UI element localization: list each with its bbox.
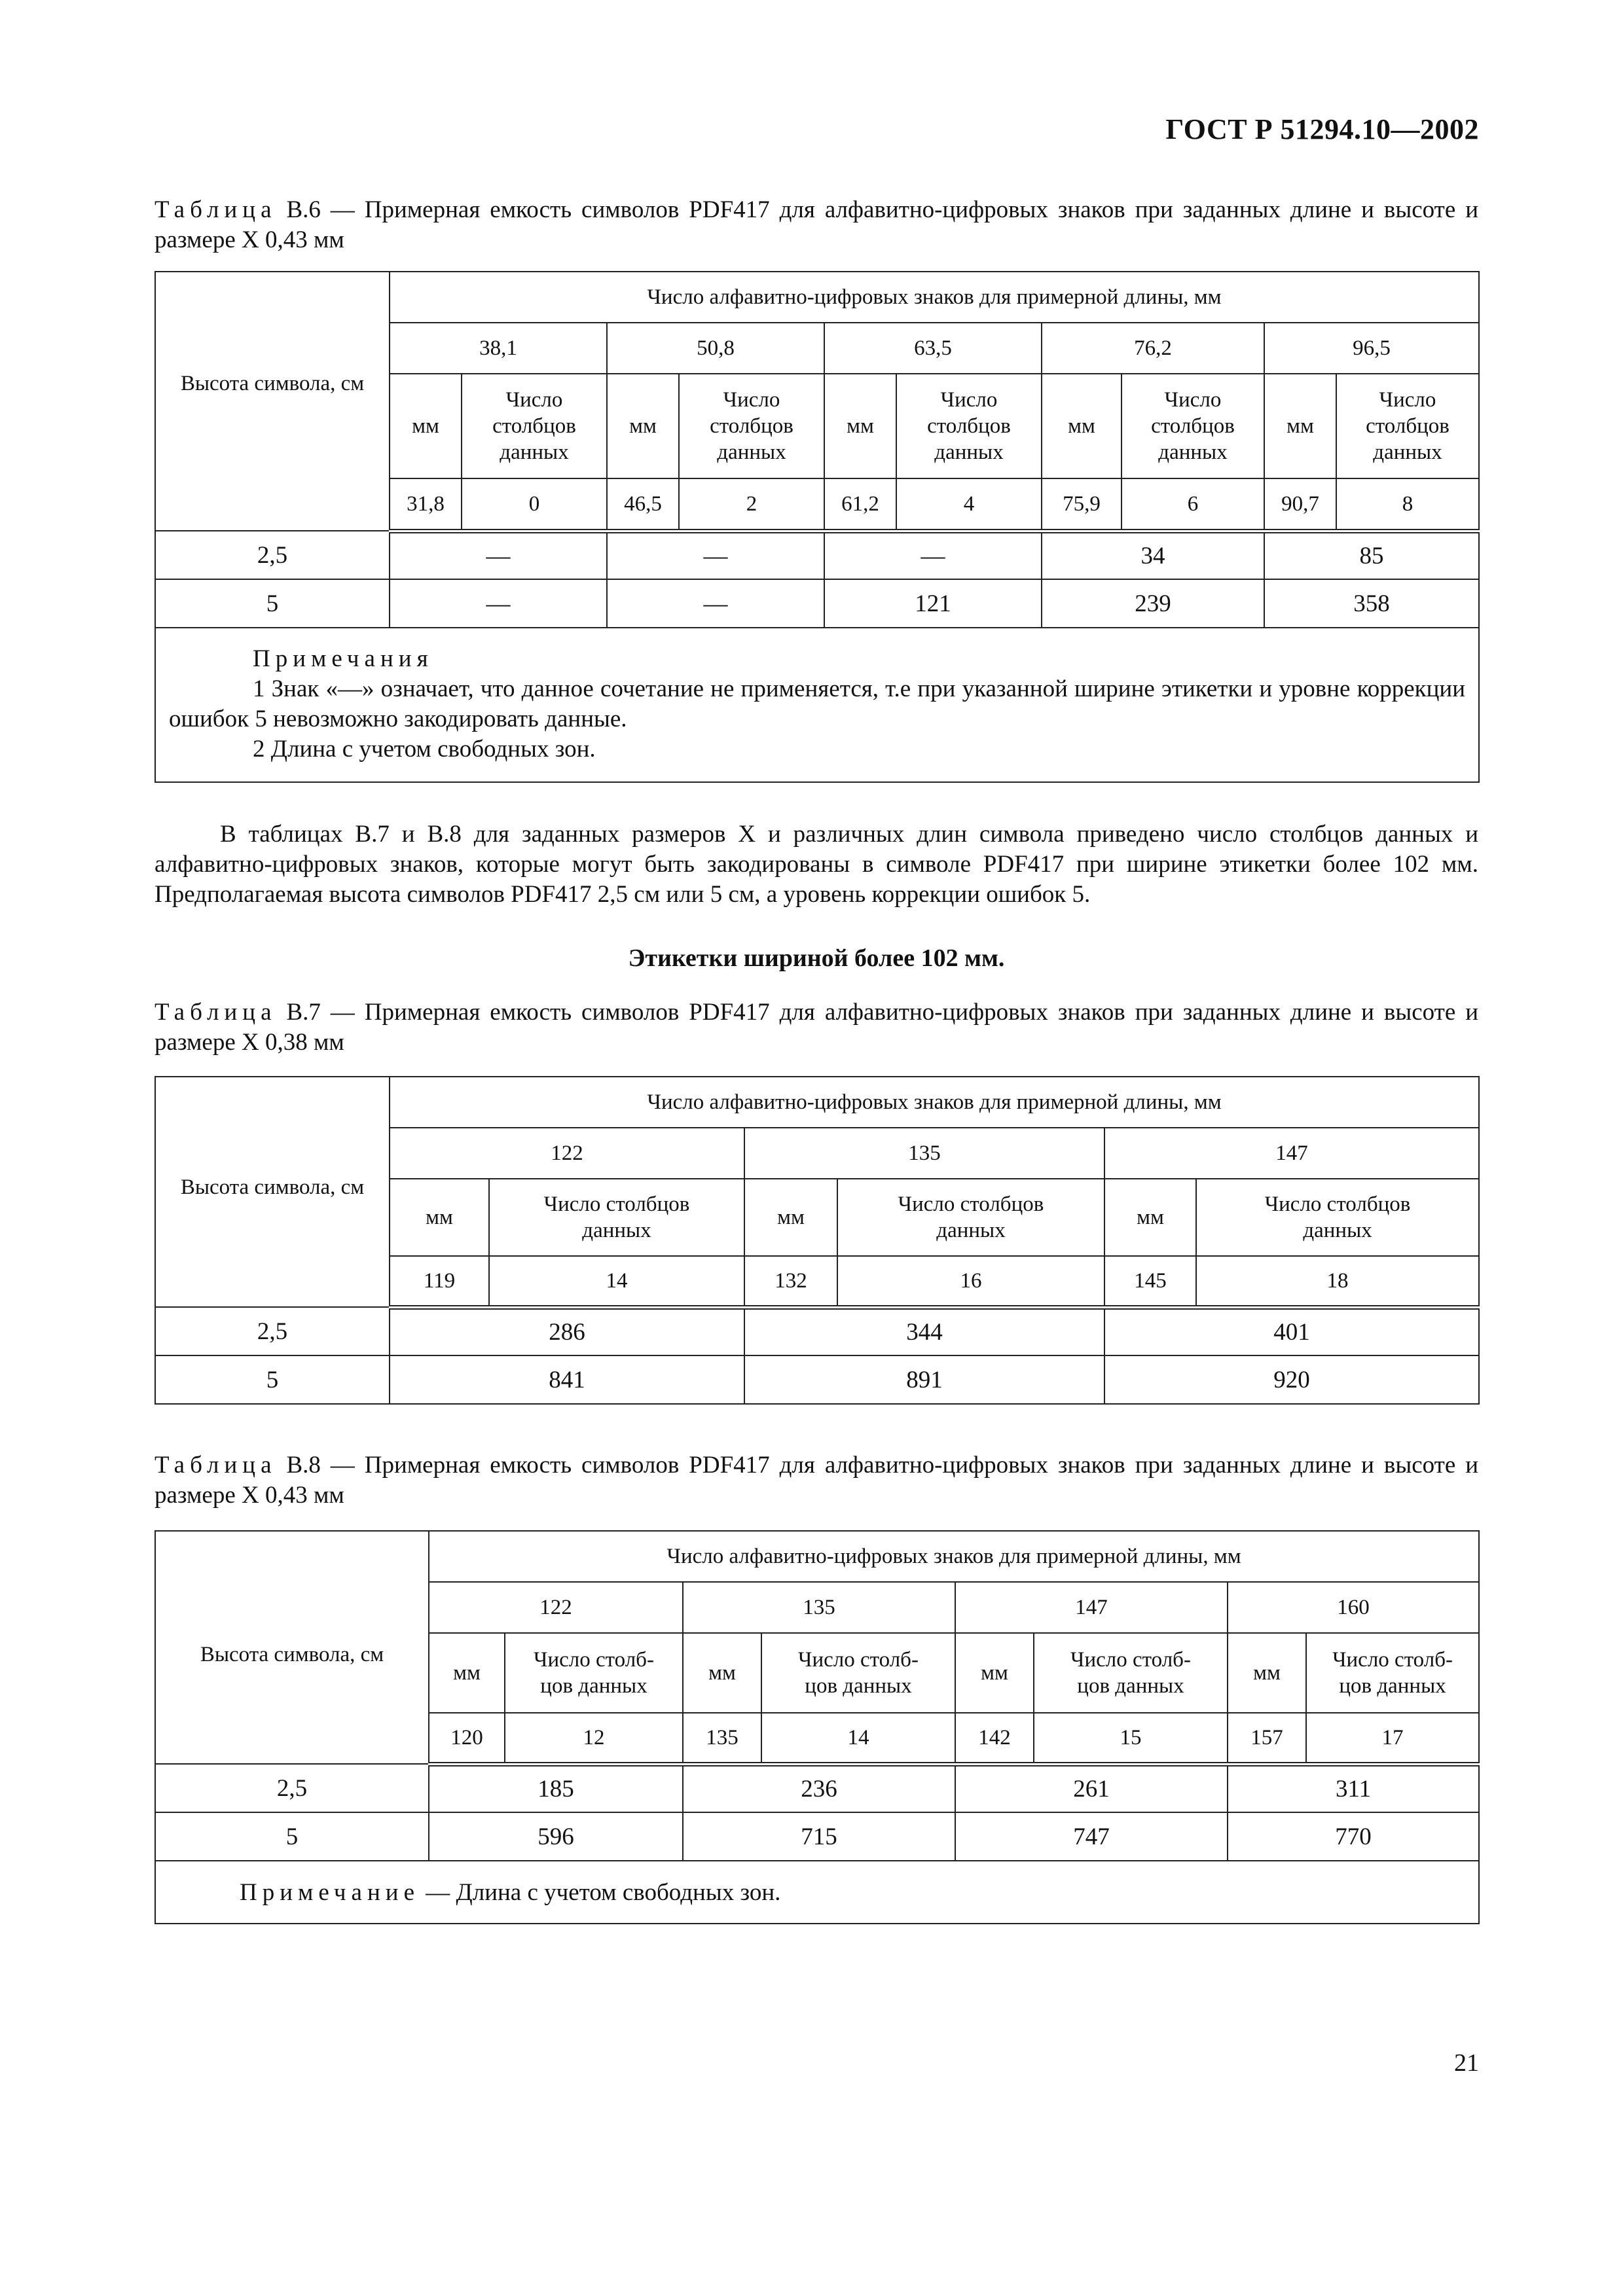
table-b8-sub-mm: мм bbox=[429, 1633, 505, 1713]
table-b7-col-value: 16 bbox=[837, 1256, 1104, 1307]
table-row bbox=[155, 579, 1479, 628]
table-b8-col-value: 12 bbox=[505, 1713, 683, 1764]
table-b8-mm-value: 135 bbox=[683, 1713, 761, 1764]
table-b6-length: 63,5 bbox=[824, 323, 1042, 374]
table-b7-col-value: 14 bbox=[489, 1256, 744, 1307]
table-b6-notes bbox=[155, 628, 1479, 782]
table-b6-col-value: 0 bbox=[462, 478, 607, 531]
table-b6-notes-title: Примечания bbox=[253, 645, 433, 672]
table-b6-value: 358 bbox=[1264, 579, 1479, 628]
table-b8-sub-cols: Число столб-цов данных bbox=[1034, 1633, 1228, 1713]
table-b8-col-value: 14 bbox=[761, 1713, 955, 1764]
table-b6-mm-value: 90,7 bbox=[1264, 478, 1336, 531]
table-b6-sub-cols: Число столбцов данных bbox=[1122, 374, 1264, 478]
table-b8-height: 2,5 bbox=[155, 1764, 429, 1812]
table-b8-value: 311 bbox=[1228, 1764, 1479, 1812]
table-b8-length: 122 bbox=[429, 1582, 683, 1633]
table-b7-group-header: Число алфавитно-цифровых знаков для примерной длины, мм bbox=[390, 1077, 1479, 1128]
table-b7-value: 891 bbox=[744, 1355, 1104, 1404]
table-b6 bbox=[155, 271, 1480, 783]
table-b7-length: 135 bbox=[744, 1128, 1104, 1179]
table-b7-height: 2,5 bbox=[155, 1307, 390, 1355]
table-b6-note-2: 2 Длина с учетом свободных зон. bbox=[253, 736, 596, 762]
table-b8-sub-cols: Число столб-цов данных bbox=[761, 1633, 955, 1713]
table-b6-sub-cols: Число столбцов данных bbox=[896, 374, 1042, 478]
table-b8-value: 261 bbox=[955, 1764, 1228, 1812]
table-b7-sub-mm: мм bbox=[390, 1179, 489, 1256]
table-b7-value: 286 bbox=[390, 1307, 744, 1355]
table-b7-col-value: 18 bbox=[1196, 1256, 1479, 1307]
table-b6-length: 76,2 bbox=[1042, 323, 1264, 374]
table-b6-length: 38,1 bbox=[390, 323, 607, 374]
table-b8-sub-mm: мм bbox=[1228, 1633, 1306, 1713]
table-b7-mm-value: 145 bbox=[1104, 1256, 1196, 1307]
table-b6-value: — bbox=[607, 531, 824, 579]
table-b8-height: 5 bbox=[155, 1812, 429, 1861]
table-b8-col-value: 15 bbox=[1034, 1713, 1228, 1764]
table-b7-value: 344 bbox=[744, 1307, 1104, 1355]
table-b7-value: 841 bbox=[390, 1355, 744, 1404]
table-row bbox=[155, 1764, 1479, 1812]
table-b7-mm-value: 132 bbox=[744, 1256, 837, 1307]
table-b6-sub-mm: мм bbox=[1042, 374, 1122, 478]
table-b8-sub-mm: мм bbox=[955, 1633, 1034, 1713]
table-b6-caption-text: В.6 — Примерная емкость символов PDF417 для алфавитно-цифровых знаков при заданных длине и высоте и размере Х 0,43 мм bbox=[155, 196, 1478, 253]
table-b6-value: 121 bbox=[824, 579, 1042, 628]
body-paragraph-text: В таблицах В.7 и В.8 для заданных размеров Х и различных длин символа приведено число столбцов данных и алфавитно-цифровых знаков, которые могут быть закодированы в символе PDF417 при ширине этикетки более 102 мм. Предполагаемая высота символов PDF417 2,5 см или 5 см, а уровень коррекции ошибок 5. bbox=[155, 821, 1478, 908]
table-b8-mm-value: 142 bbox=[955, 1713, 1034, 1764]
table-b7-length: 122 bbox=[390, 1128, 744, 1179]
table-b7-caption-text: В.7 — Примерная емкость символов PDF417 для алфавитно-цифровых знаков при заданных длине и высоте и размере Х 0,38 мм bbox=[155, 999, 1478, 1056]
table-b6-group-header: Число алфавитно-цифровых знаков для примерной длины, мм bbox=[390, 272, 1479, 323]
table-b8-note bbox=[155, 1861, 1479, 1924]
table-b8-mm-value: 120 bbox=[429, 1713, 505, 1764]
table-b8-col-value: 17 bbox=[1306, 1713, 1479, 1764]
table-b6-height: 2,5 bbox=[155, 531, 390, 579]
table-row bbox=[155, 1355, 1479, 1404]
table-b7-row-header: Высота символа, см bbox=[155, 1077, 390, 1307]
table-b8-mm-value: 157 bbox=[1228, 1713, 1306, 1764]
table-row bbox=[155, 1812, 1479, 1861]
table-b8-value: 236 bbox=[683, 1764, 955, 1812]
table-b8-caption-prefix: Таблица bbox=[155, 1452, 277, 1479]
body-paragraph bbox=[155, 819, 1478, 910]
table-b7-height: 5 bbox=[155, 1355, 390, 1404]
table-b6-sub-mm: мм bbox=[607, 374, 679, 478]
table-b6-value: — bbox=[390, 579, 607, 628]
table-b7 bbox=[155, 1076, 1480, 1405]
table-b8-sub-mm: мм bbox=[683, 1633, 761, 1713]
table-b7-caption-prefix: Таблица bbox=[155, 999, 277, 1026]
table-b6-sub-mm: мм bbox=[390, 374, 462, 478]
table-b7-sub-mm: мм bbox=[1104, 1179, 1196, 1256]
page-number: 21 bbox=[1454, 2049, 1479, 2077]
table-b6-value: — bbox=[824, 531, 1042, 579]
table-b8-value: 596 bbox=[429, 1812, 683, 1861]
table-b8-group-header: Число алфавитно-цифровых знаков для примерной длины, мм bbox=[429, 1531, 1479, 1582]
table-b6-value: — bbox=[390, 531, 607, 579]
table-b6-sub-mm: мм bbox=[1264, 374, 1336, 478]
table-b6-length: 50,8 bbox=[607, 323, 824, 374]
table-b8-value: 715 bbox=[683, 1812, 955, 1861]
table-b6-col-value: 6 bbox=[1122, 478, 1264, 531]
table-b6-mm-value: 46,5 bbox=[607, 478, 679, 531]
table-b6-value: — bbox=[607, 579, 824, 628]
table-b7-sub-cols: Число столбцов данных bbox=[489, 1179, 744, 1256]
table-b8-row-header: Высота символа, см bbox=[155, 1531, 429, 1764]
table-b8-sub-cols: Число столб-цов данных bbox=[1306, 1633, 1479, 1713]
table-b6-height: 5 bbox=[155, 579, 390, 628]
table-b6-caption-prefix: Таблица bbox=[155, 196, 277, 223]
table-b6-length: 96,5 bbox=[1264, 323, 1479, 374]
table-b6-sub-cols: Число столбцов данных bbox=[462, 374, 607, 478]
table-b8-value: 770 bbox=[1228, 1812, 1479, 1861]
table-b7-caption bbox=[155, 997, 1478, 1058]
table-b6-col-value: 4 bbox=[896, 478, 1042, 531]
table-row bbox=[155, 1307, 1479, 1355]
table-b6-mm-value: 75,9 bbox=[1042, 478, 1122, 531]
table-b6-value: 85 bbox=[1264, 531, 1479, 579]
standard-header: ГОСТ Р 51294.10—2002 bbox=[1165, 113, 1479, 145]
table-b8-caption bbox=[155, 1450, 1478, 1511]
table-b8-length: 160 bbox=[1228, 1582, 1479, 1633]
table-b6-col-value: 2 bbox=[679, 478, 824, 531]
table-b8-sub-cols: Число столб-цов данных bbox=[505, 1633, 683, 1713]
table-b6-sub-mm: мм bbox=[824, 374, 896, 478]
table-b6-caption bbox=[155, 195, 1478, 255]
table-b7-sub-cols: Число столбцов данных bbox=[837, 1179, 1104, 1256]
table-b6-sub-cols: Число столбцов данных bbox=[1336, 374, 1479, 478]
table-b8-note-prefix: Примечание bbox=[240, 1878, 420, 1906]
table-b7-mm-value: 119 bbox=[390, 1256, 489, 1307]
table-b8-length: 135 bbox=[683, 1582, 955, 1633]
table-b6-row-header: Высота символа, см bbox=[155, 272, 390, 531]
table-b8-note-text: — Длина с учетом свободных зон. bbox=[420, 1878, 781, 1906]
table-b7-value: 401 bbox=[1104, 1307, 1479, 1355]
table-b8 bbox=[155, 1530, 1480, 1924]
table-row bbox=[155, 531, 1479, 579]
table-b7-length: 147 bbox=[1104, 1128, 1479, 1179]
table-b8-length: 147 bbox=[955, 1582, 1228, 1633]
table-b8-value: 747 bbox=[955, 1812, 1228, 1861]
table-b6-note-1: 1 Знак «—» означает, что данное сочетание не применяется, т.е при указанной ширине этикетки и уровне коррекции ошибок 5 невозможно закодировать данные. bbox=[169, 675, 1466, 732]
table-b8-caption-text: В.8 — Примерная емкость символов PDF417 для алфавитно-цифровых знаков при заданных длине и высоте и размере Х 0,43 мм bbox=[155, 1452, 1478, 1509]
table-b6-value: 239 bbox=[1042, 579, 1264, 628]
table-b6-value: 34 bbox=[1042, 531, 1264, 579]
section-subheading: Этикетки шириной более 102 мм. bbox=[628, 944, 1005, 972]
table-b6-mm-value: 61,2 bbox=[824, 478, 896, 531]
table-b6-mm-value: 31,8 bbox=[390, 478, 462, 531]
table-b7-sub-cols: Число столбцов данных bbox=[1196, 1179, 1479, 1256]
table-b8-value: 185 bbox=[429, 1764, 683, 1812]
table-b7-sub-mm: мм bbox=[744, 1179, 837, 1256]
table-b6-sub-cols: Число столбцов данных bbox=[679, 374, 824, 478]
table-b6-col-value: 8 bbox=[1336, 478, 1479, 531]
table-b7-value: 920 bbox=[1104, 1355, 1479, 1404]
